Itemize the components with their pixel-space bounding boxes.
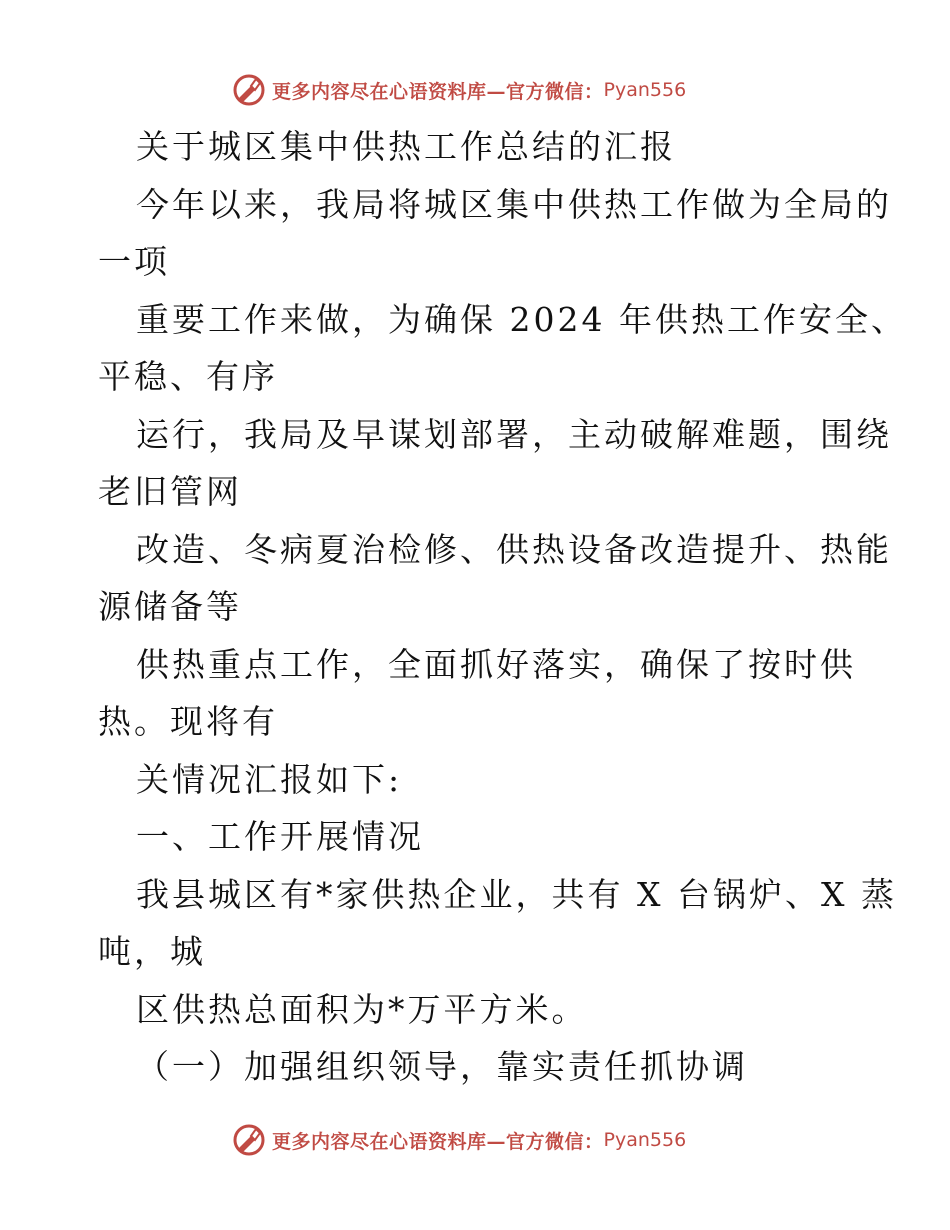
paragraph-line: 重要工作来做，为确保 2024 年供热工作安全、 <box>136 299 907 339</box>
paragraph-line: 源储备等 <box>98 587 242 626</box>
paragraph-line: 区供热总面积为*万平方米。 <box>136 989 588 1029</box>
document-body <box>98 118 907 1096</box>
subsection-heading: （一）加强组织领导，靠实责任抓协调 <box>136 1047 748 1086</box>
paragraph-line: 关情况汇报如下: <box>136 759 403 799</box>
watermark-text: 更多内容尽在心语资料库—官方微信： <box>272 1130 604 1153</box>
footer-watermark <box>232 1120 686 1160</box>
paragraph-line: 热。现将有 <box>98 702 278 741</box>
pen-nib-circle-icon <box>232 73 266 107</box>
paragraph-line: 运行，我局及早谋划部署，主动破解难题，围绕 <box>136 414 892 454</box>
watermark-account: Pyan556 <box>603 1129 687 1151</box>
pen-nib-circle-icon <box>232 1123 266 1157</box>
paragraph-line: 吨，城 <box>98 932 206 971</box>
section-heading: 一、工作开展情况 <box>136 817 424 856</box>
paragraph-line: 改造、冬病夏治检修、供热设备改造提升、热能 <box>136 529 892 569</box>
paragraph-line: 供热重点工作，全面抓好落实，确保了按时供 <box>136 644 856 684</box>
paragraph-line: 我县城区有*家供热企业，共有 X 台锅炉、X 蒸 <box>136 874 897 914</box>
header-watermark <box>232 70 686 110</box>
paragraph-line: 平稳、有序 <box>98 357 278 396</box>
paragraph-line: 老旧管网 <box>98 472 242 511</box>
document-title: 关于城区集中供热工作总结的汇报 <box>136 127 676 166</box>
watermark-text: 更多内容尽在心语资料库—官方微信： <box>272 80 604 103</box>
paragraph-line: 今年以来，我局将城区集中供热工作做为全局的 <box>136 184 892 224</box>
watermark-account: Pyan556 <box>603 79 687 101</box>
paragraph-line: 一项 <box>98 242 170 281</box>
